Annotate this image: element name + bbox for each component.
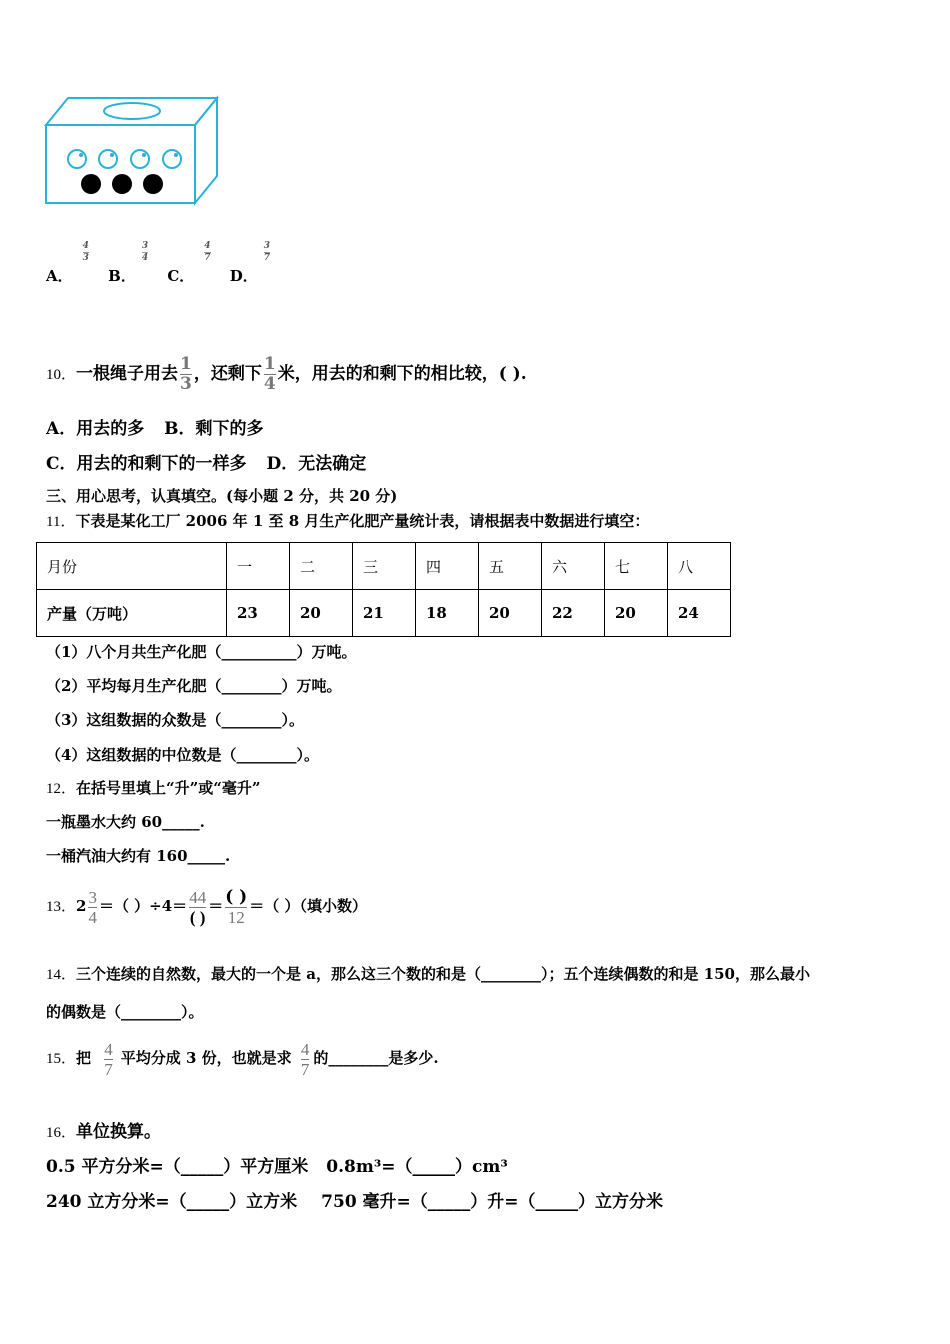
q12-stem: 12．在括号里填上“升”或“毫升” xyxy=(46,779,261,797)
q16-line2: 240 立方分米=（_____）立方米 750 毫升=（_____）升=（_____）立方分米 xyxy=(46,1192,664,1212)
q11-sub2: （2）平均每月生产化肥（________）万吨。 xyxy=(46,677,342,695)
table-row xyxy=(37,543,731,590)
q10-option-d[interactable]: D．无法确定 xyxy=(266,454,367,474)
q12-line1: 一瓶墨水大约 60_____. xyxy=(46,813,205,831)
q13-stem: 13．2 $\frac{3}{4}$ ＝（ ）÷4＝ $\frac{44}{( )}$ ＝ $\frac{( )}{12}$ ＝（ ）（填小数） xyxy=(46,886,367,927)
q10-options-row1 xyxy=(46,414,264,439)
q9-options xyxy=(46,242,272,286)
table-cell: 五 xyxy=(479,543,542,590)
q10-option-a[interactable]: A．用去的多 xyxy=(46,419,145,439)
q9-option-c[interactable]: C． $\frac{4}{7}$ xyxy=(167,241,211,285)
q9-option-a[interactable]: A． $\frac{4}{3}$ xyxy=(46,241,89,285)
table-cell: 八 xyxy=(668,543,731,590)
q10-options-row2 xyxy=(46,449,366,474)
q16-title: 16．单位换算。 xyxy=(46,1122,162,1142)
table-cell: 四 xyxy=(416,543,479,590)
q9-option-d[interactable]: D． $\frac{3}{7}$ xyxy=(229,241,271,285)
q10-stem: 10．一根绳子用去 $\frac{1}{3}$ ，还剩下 $\frac{1}{4}$ 米，用去的和剩下的相比较，( ). xyxy=(46,354,527,394)
table-cell: 23 xyxy=(227,590,290,637)
table-cell: 21 xyxy=(353,590,416,637)
box-with-balls-figure xyxy=(40,92,225,210)
table-cell: 22 xyxy=(542,590,605,637)
table-cell: 20 xyxy=(479,590,542,637)
q12-line2: 一桶汽油大约有 160_____. xyxy=(46,847,231,865)
table-cell: 三 xyxy=(353,543,416,590)
table-cell: 七 xyxy=(605,543,668,590)
table-cell: 24 xyxy=(668,590,731,637)
q11-stem: 11．下表是某化工厂 2006 年 1 至 8 月生产化肥产量统计表，请根据表中数据进行填空： xyxy=(46,512,650,530)
q15-stem: 15．把 $\frac{4}{7}$ 平均分成 3 份，也就是求 $\frac{4}{7}$ 的________是多少. xyxy=(46,1039,439,1079)
q11-sub4: （4）这组数据的中位数是（________）。 xyxy=(46,746,319,764)
q14-line2: 的偶数是（________）。 xyxy=(46,1003,204,1021)
table-cell: 一 xyxy=(227,543,290,590)
q10-option-b[interactable]: B．剩下的多 xyxy=(164,419,264,439)
q11-sub3: （3）这组数据的众数是（________）。 xyxy=(46,711,304,729)
table-header-month: 月份 xyxy=(37,543,227,590)
q11-sub1: （1）八个月共生产化肥（__________）万吨。 xyxy=(46,643,357,661)
q10-option-c[interactable]: C．用去的和剩下的一样多 xyxy=(46,454,247,474)
q16-line1: 0.5 平方分米=（_____）平方厘米 0.8m³=（_____）cm³ xyxy=(46,1157,508,1177)
table-cell: 二 xyxy=(290,543,353,590)
section-heading: 三、用心思考，认真填空。(每小题 2 分，共 20 分) xyxy=(46,487,398,505)
table-cell: 六 xyxy=(542,543,605,590)
table-row xyxy=(37,590,731,637)
table-header-output: 产量（万吨） xyxy=(37,590,227,637)
q14-line1: 14．三个连续的自然数，最大的一个是 a，那么这三个数的和是（________）；五个连续偶数的和是 150，那么最小 xyxy=(46,965,810,983)
table-cell: 20 xyxy=(605,590,668,637)
production-table xyxy=(36,542,731,637)
table-cell: 20 xyxy=(290,590,353,637)
table-cell: 18 xyxy=(416,590,479,637)
q9-option-b[interactable]: B． $\frac{3}{4}$ xyxy=(108,241,149,285)
